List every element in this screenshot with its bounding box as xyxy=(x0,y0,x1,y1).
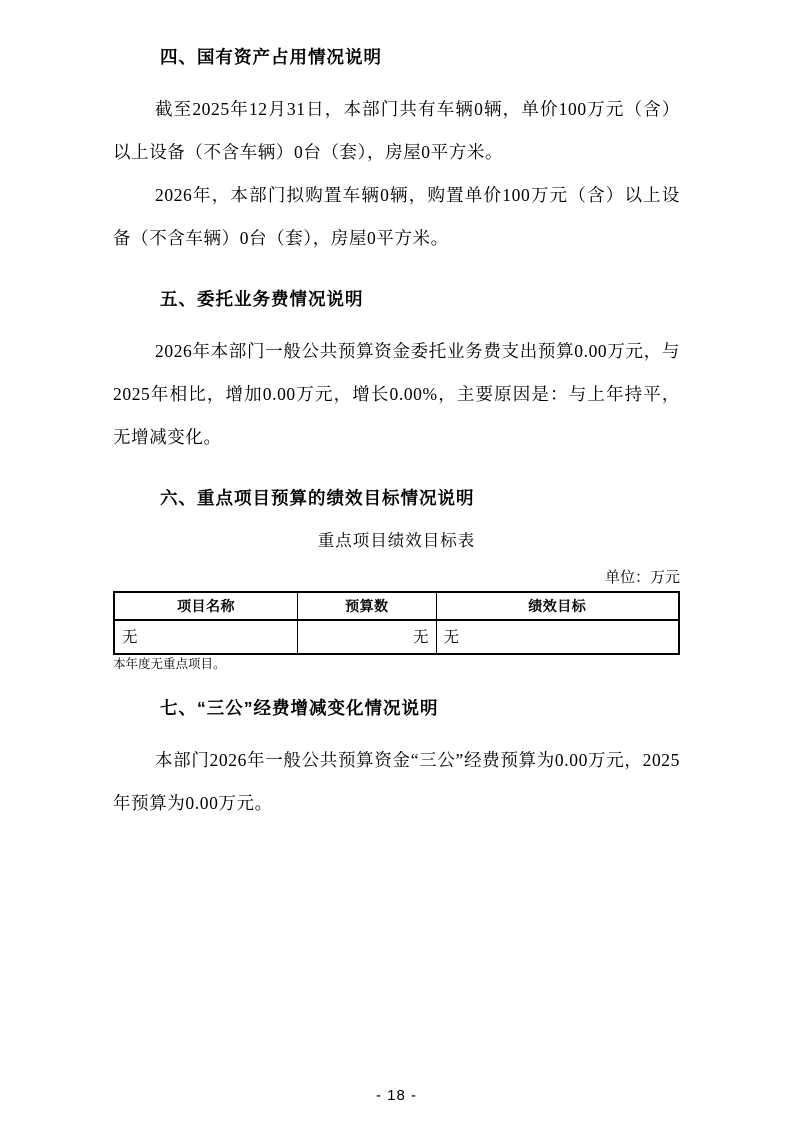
table-row xyxy=(114,620,679,654)
column-header-project-name: 项目名称 xyxy=(114,592,298,620)
cell-project-name: 无 xyxy=(114,620,298,654)
performance-goal-table xyxy=(113,591,680,655)
column-header-budget: 预算数 xyxy=(298,592,436,620)
section-key-project-goals xyxy=(113,485,680,673)
cell-performance-goal: 无 xyxy=(436,620,679,654)
table-footnote: 本年度无重点项目。 xyxy=(113,657,226,671)
section-state-assets xyxy=(113,44,680,260)
section-three-public-expenses xyxy=(113,695,680,825)
table-header-row xyxy=(114,592,679,620)
cell-budget: 无 xyxy=(298,620,436,654)
table-title: 重点项目绩效目标表 xyxy=(317,531,476,550)
paragraph-assets-current: 截至2025年12月31日，本部门共有车辆0辆，单价100万元（含）以上设备（不含车辆）0台（套），房屋0平方米。 xyxy=(113,99,680,162)
paragraph-three-public: 本部门2026年一般公共预算资金“三公”经费预算为0.00万元，2025年预算为0.00万元。 xyxy=(113,750,680,813)
column-header-performance-goal: 绩效目标 xyxy=(436,592,679,620)
section-heading-state-assets: 四、国有资产占用情况说明 xyxy=(160,47,382,67)
page-number: - 18 - xyxy=(375,1087,417,1104)
table-unit-label: 单位：万元 xyxy=(604,570,680,586)
section-heading-three-public: 七、“三公”经费增减变化情况说明 xyxy=(160,698,439,718)
section-heading-entrusted-fee: 五、委托业务费情况说明 xyxy=(160,289,364,309)
paragraph-entrusted-fee: 2026年本部门一般公共预算资金委托业务费支出预算0.00万元，与2025年相比，增加0.00万元，增长0.00%，主要原因是：与上年持平，无增减变化。 xyxy=(113,341,680,447)
section-entrusted-business-fee xyxy=(113,286,680,459)
paragraph-assets-planned: 2026年，本部门拟购置车辆0辆，购置单价100万元（含）以上设备（不含车辆）0台（套），房屋0平方米。 xyxy=(113,185,680,248)
section-heading-key-projects: 六、重点项目预算的绩效目标情况说明 xyxy=(160,488,475,508)
